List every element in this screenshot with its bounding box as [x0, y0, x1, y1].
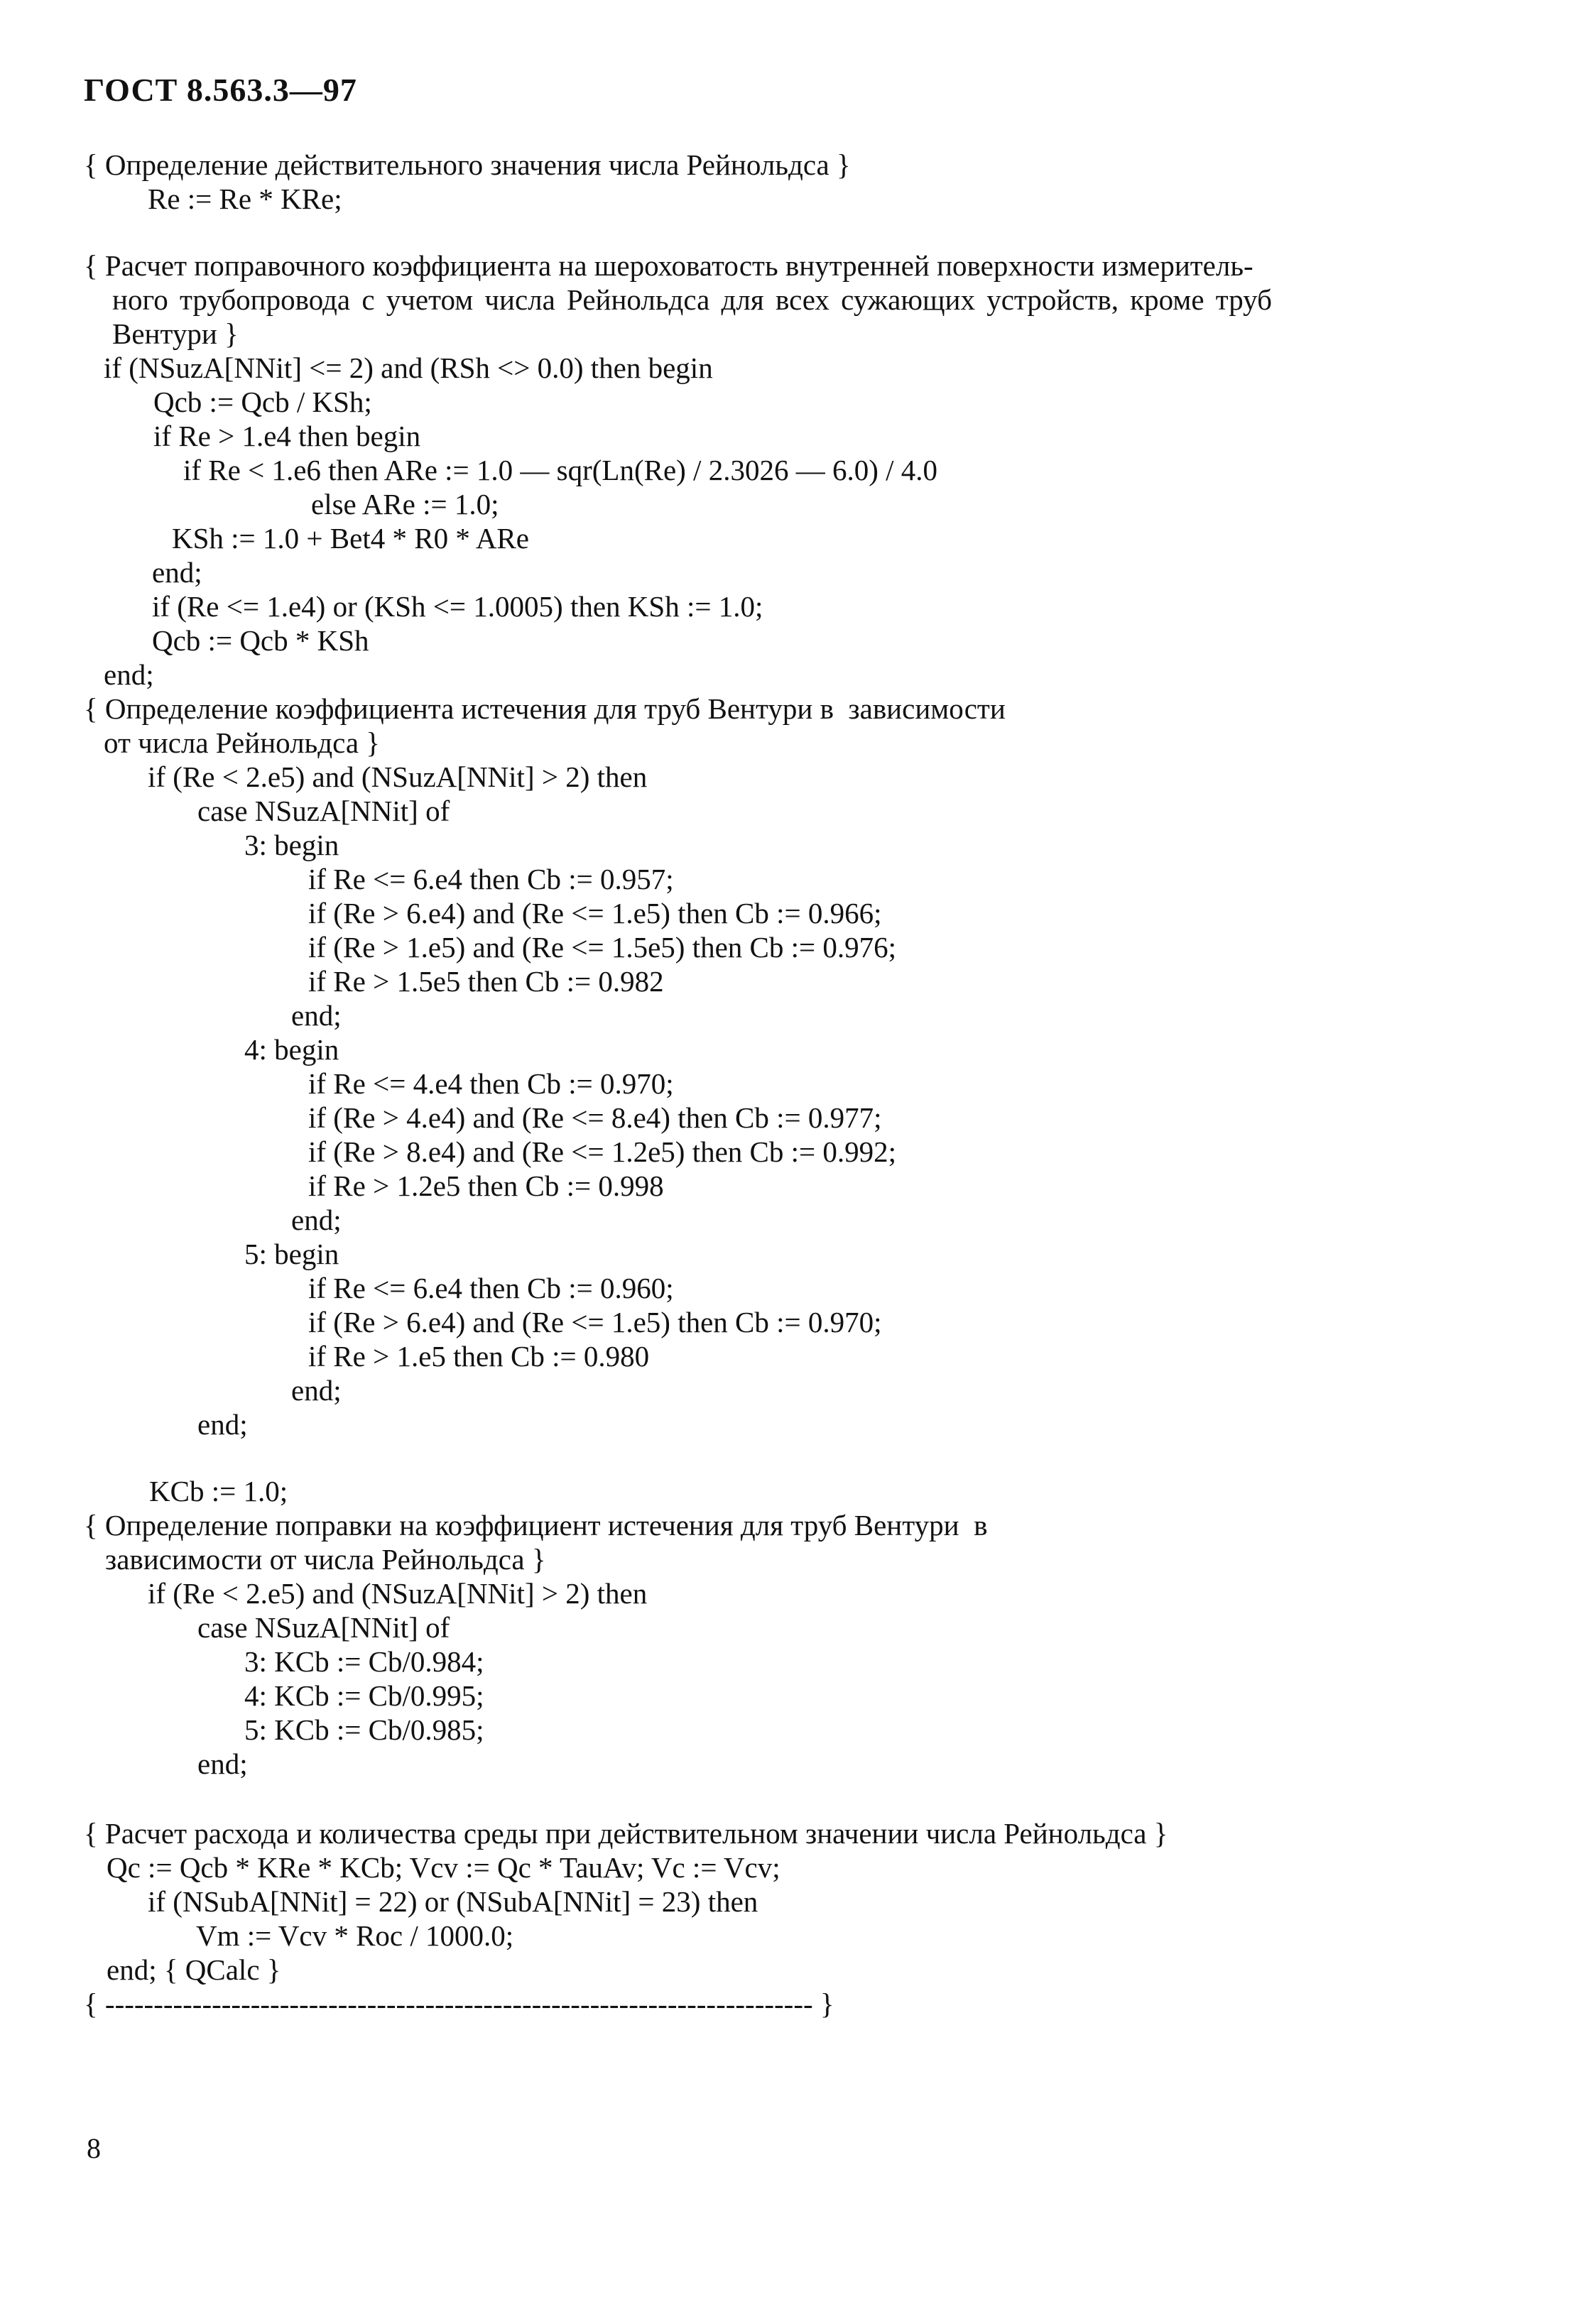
- code-line: { Определение коэффициента истечения для труб Вентури в зависимости: [84, 692, 1006, 725]
- code-line: end;: [197, 1408, 248, 1441]
- code-line: end;: [152, 556, 202, 589]
- code-line: Qc := Qcb * KRe * KCb; Vcv := Qc * TauAv; Vc := Vcv;: [107, 1851, 780, 1884]
- code-line: { Расчет расхода и количества среды при действительном значении числа Рейнольдса }: [84, 1817, 1168, 1850]
- code-line: else ARe := 1.0;: [311, 488, 499, 520]
- code-line: if (Re < 2.e5) and (NSuzA[NNit] > 2) then: [148, 760, 648, 793]
- code-line: { Определение действительного значения числа Рейнольдса }: [84, 148, 851, 181]
- code-line: if (Re > 4.e4) and (Re <= 8.e4) then Cb := 0.977;: [308, 1101, 882, 1134]
- code-line: end;: [291, 999, 342, 1032]
- code-line: { Определение поправки на коэффициент истечения для труб Вентури в: [84, 1509, 988, 1542]
- code-line: if (Re <= 1.e4) or (KSh <= 1.0005) then KSh := 1.0;: [152, 590, 763, 623]
- code-line: { Расчет поправочного коэффициента на шероховатость внутренней поверхности измеритель-: [84, 249, 1253, 282]
- code-line: Вентури }: [112, 317, 239, 350]
- code-line: ного трубопровода с учетом числа Рейнольдса для всех сужающих устройств, кроме труб: [112, 283, 1272, 316]
- code-line: end;: [197, 1747, 248, 1780]
- code-line: end;: [291, 1204, 342, 1236]
- code-line: end;: [104, 658, 154, 691]
- code-line: end;: [291, 1374, 342, 1407]
- code-line: if (Re > 6.e4) and (Re <= 1.e5) then Cb := 0.966;: [308, 897, 882, 929]
- code-line: 3: begin: [244, 829, 339, 861]
- code-line: { ------------------------------------------------------------------------- }: [84, 1987, 834, 2020]
- code-line: зависимости от числа Рейнольдса }: [105, 1543, 546, 1576]
- code-line: 3: KCb := Cb/0.984;: [244, 1645, 484, 1678]
- code-line: 5: begin: [244, 1238, 339, 1270]
- code-line: Re := Re * KRe;: [148, 182, 342, 215]
- code-line: 4: KCb := Cb/0.995;: [244, 1679, 484, 1712]
- code-line: if (NSubA[NNit] = 22) or (NSubA[NNit] = 23) then: [148, 1885, 758, 1918]
- code-line: Qcb := Qcb / KSh;: [153, 386, 372, 418]
- code-line: end; { QCalc }: [107, 1953, 281, 1986]
- code-line: KSh := 1.0 + Bet4 * R0 * ARe: [172, 522, 529, 555]
- code-line: if (Re < 2.e5) and (NSuzA[NNit] > 2) then: [148, 1577, 648, 1610]
- code-line: case NSuzA[NNit] of: [197, 1611, 450, 1644]
- code-line: if (Re > 1.e5) and (Re <= 1.5e5) then Cb := 0.976;: [308, 931, 897, 964]
- code-line: Qcb := Qcb * KSh: [152, 624, 369, 657]
- code-line: if Re > 1.e4 then begin: [153, 420, 421, 452]
- code-line: if (NSuzA[NNit] <= 2) and (RSh <> 0.0) then begin: [104, 351, 713, 384]
- code-line: if Re > 1.2e5 then Cb := 0.998: [308, 1169, 664, 1202]
- code-line: Vm := Vcv * Roc / 1000.0;: [196, 1919, 514, 1952]
- code-line: if Re > 1.5e5 then Cb := 0.982: [308, 965, 664, 998]
- code-line: 4: begin: [244, 1033, 339, 1066]
- code-line: if (Re > 6.e4) and (Re <= 1.e5) then Cb := 0.970;: [308, 1306, 882, 1338]
- code-line: if Re <= 6.e4 then Cb := 0.957;: [308, 863, 674, 895]
- document-header: ГОСТ 8.563.3—97: [84, 72, 357, 108]
- code-line: if Re <= 6.e4 then Cb := 0.960;: [308, 1272, 674, 1304]
- code-line: if Re <= 4.e4 then Cb := 0.970;: [308, 1067, 674, 1100]
- code-line: if (Re > 8.e4) and (Re <= 1.2e5) then Cb := 0.992;: [308, 1135, 897, 1168]
- code-line: if Re < 1.e6 then ARe := 1.0 — sqr(Ln(Re) / 2.3026 — 6.0) / 4.0: [183, 454, 937, 486]
- code-line: от числа Рейнольдса }: [104, 726, 380, 759]
- code-line: case NSuzA[NNit] of: [197, 795, 450, 827]
- page-number: 8: [87, 2132, 101, 2164]
- code-line: if Re > 1.e5 then Cb := 0.980: [308, 1340, 650, 1373]
- code-line: KCb := 1.0;: [149, 1475, 288, 1507]
- code-line: 5: KCb := Cb/0.985;: [244, 1713, 484, 1746]
